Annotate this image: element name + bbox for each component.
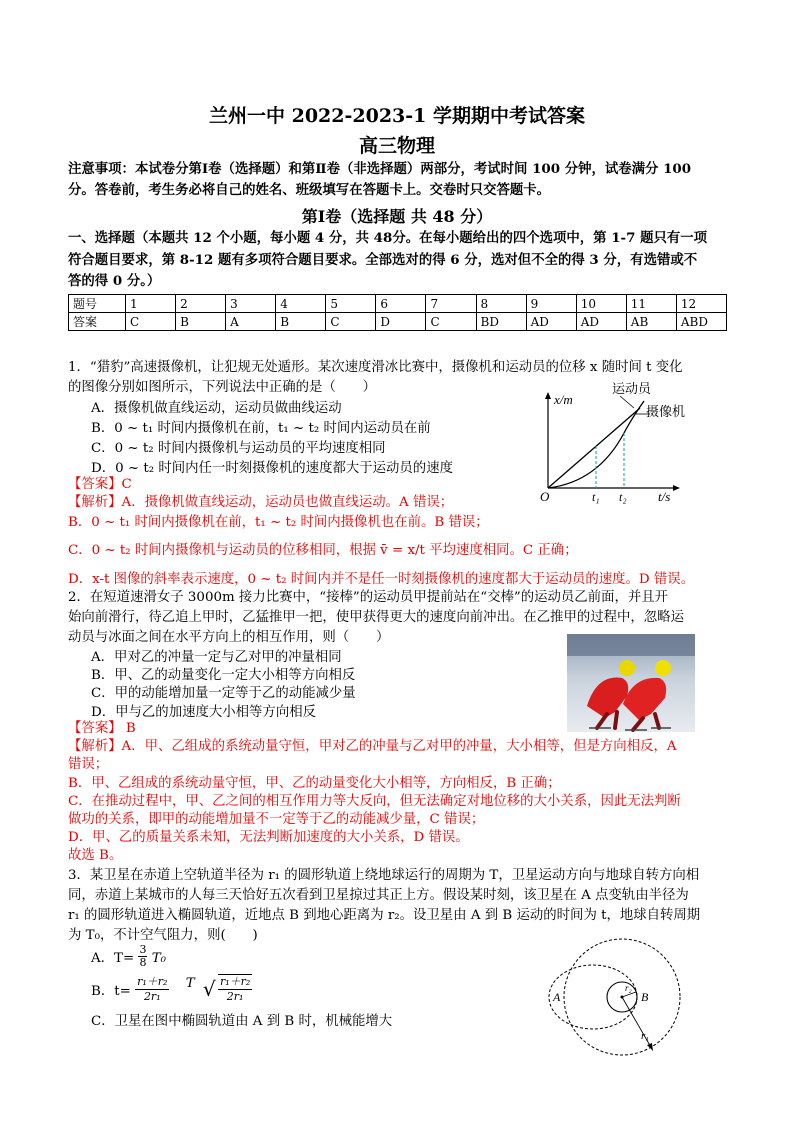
q1-analysis-line-2: B．0 ~ t₁ 时间内摄像机在前，t₁ ~ t₂ 时间内摄像机也在前。B 错误； — [68, 515, 489, 530]
q2-analysis-line-4: C．在推动过程中，甲、乙之间的相互作用力等大反向，但无法确定对地位移的大小关系，因此无法判断 — [68, 794, 681, 809]
q2-analysis-line-5: 做功的关系，即甲的动能增加量不一定等于乙的动能减少量，C 错误； — [68, 812, 485, 827]
answer-table-number-row — [69, 295, 727, 313]
table-cell: 12 — [676, 295, 726, 313]
r1-arrow — [647, 1043, 653, 1051]
table-cell: C — [426, 313, 476, 331]
q1-option-a: A．摄像机做直线运动，运动员做曲线运动 — [91, 401, 342, 416]
point-a-label: A — [553, 990, 561, 1004]
q3-option-b-period: T — [185, 976, 195, 991]
table-cell: BD — [476, 313, 526, 331]
table-cell: 9 — [526, 295, 576, 313]
skater-front-helmet — [655, 660, 671, 676]
table-cell: AB — [626, 313, 676, 331]
camera-line — [548, 408, 640, 488]
r1-label: r₁ — [641, 1030, 650, 1042]
origin-label: O — [540, 489, 550, 504]
q2-analysis-line-3: B．甲、乙组成的系统动量守恒，甲、乙的动量变化大小相等，方向相反，B 正确； — [68, 776, 561, 791]
q3-stem-line-3: r₁ 的圆形轨道进入椭圆轨道，近地点 B 到地心距离为 r₂。设卫星由 A 到 B 运动的时间为 t，地球自转周期 — [68, 908, 701, 923]
page-subtitle: 高三物理 — [358, 135, 435, 157]
table-cell: C — [126, 313, 176, 331]
table-cell: AD — [526, 313, 576, 331]
q1-stem-line-2: 的图像分别如图所示，下列说法中正确的是（ ） — [68, 380, 376, 395]
table-cell: ABD — [676, 313, 726, 331]
q3-orbit-diagram — [542, 935, 702, 1060]
y-axis-arrow — [545, 392, 551, 399]
table-cell: 10 — [576, 295, 626, 313]
page-title: 兰州一中 2022-2023-1 学期期中考试答案 — [209, 105, 585, 127]
q2-analysis-line-1: 【解析】A．甲、乙组成的系统动量守恒，甲对乙的冲量与乙对甲的冲量，大小相等，但是方向相反，A — [68, 739, 677, 754]
fraction-numerator: 3 — [139, 943, 147, 956]
skater-behind-helmet — [619, 660, 635, 676]
q1-analysis-line-1: 【解析】A．摄像机做直线运动，运动员也做直线运动。A 错误； — [68, 495, 454, 510]
q1-stem-line-1: 1．“猎豹”高速摄像机，让犯规无处遁形。某次速度滑冰比赛中，摄像机和运动员的位移 x 随时间 t 变化 — [68, 360, 683, 375]
q3-stem-line-1: 3．某卫星在赤道上空轨道半径为 r₁ 的圆形轨道上绕地球运行的周期为 T，卫星运动方向与地球自转方向相 — [68, 868, 700, 883]
q2-option-a: A．甲对乙的冲量一定与乙对甲的冲量相同 — [91, 650, 342, 665]
table-cell: B — [176, 313, 226, 331]
q2-analysis-line-6: D．甲、乙的质量关系未知，无法判断加速度的大小关系，D 错误。 — [68, 830, 469, 845]
rink-wall — [567, 634, 695, 656]
section-title: 第Ⅰ卷（选择题 共 48 分） — [301, 207, 493, 226]
q2-stem-line-3: 动员与冰面之间在水平方向上的相互作用，则（ ） — [68, 630, 390, 645]
q1-xt-graph — [540, 382, 690, 507]
table-cell: 3 — [226, 295, 276, 313]
q2-option-b: B．甲、乙的动量变化一定大小相等方向相反 — [91, 668, 356, 683]
table-cell: 6 — [376, 295, 426, 313]
q2-stem-line-1: 2．在短道速滑女子 3000m 接力比赛中，“接棒”的运动员甲提前站在“交棒”的运动员乙前面，并且开 — [68, 590, 669, 605]
table-cell: 11 — [626, 295, 676, 313]
q1-option-d: D．0 ~ t₂ 时间内任一时刻摄像机的速度都大于运动员的速度 — [91, 461, 453, 476]
q1-option-c: C．0 ~ t₂ 时间内摄像机与运动员的平均速度相同 — [91, 441, 386, 456]
q2-analysis-line-2: 错误； — [68, 757, 109, 772]
q3-option-a — [91, 944, 166, 969]
athlete-leader-line — [620, 396, 634, 408]
camera-label: 摄像机 — [646, 405, 686, 420]
athlete-label: 运动员 — [612, 382, 652, 397]
q3-option-b-prefix: B．t= — [91, 984, 131, 999]
sqrt-sign: √ — [202, 977, 216, 1001]
q3-option-c: C．卫星在图中椭圆轨道由 A 到 B 时，机械能增大 — [91, 1014, 393, 1029]
section-intro-line-3: 答的得 0 分。） — [68, 273, 161, 289]
q2-option-d: D．甲与乙的加速度大小相等方向相反 — [91, 705, 316, 720]
x-axis-arrow — [673, 485, 680, 491]
q1-answer: 【答案】C — [68, 477, 132, 492]
table-cell: B — [276, 313, 326, 331]
q3-stem-line-4: 为 T₀，不计空气阻力，则( ) — [68, 928, 258, 943]
q3-stem-line-2: 同，赤道上某城市的人每三天恰好五次看到卫星掠过其正上方。假设某时刻，该卫星在 A 点变轨由半径为 — [68, 888, 689, 903]
answer-table-answer-row — [69, 313, 727, 331]
x-axis-label: t/s — [658, 489, 671, 504]
q3-option-b — [91, 974, 252, 1004]
elliptical-orbit — [549, 965, 637, 1029]
notice-line-2: 分。答卷前，考生务必将自己的姓名、班级填写在答题卡上。交卷时只交答题卡。 — [68, 182, 551, 198]
q3-option-b-fraction-1 — [135, 975, 169, 1004]
q2-stem-line-2: 始向前滑行，待乙追上甲时，乙猛推甲一把，使甲获得更大的速度向前冲出。在乙推甲的过程中，忽略运 — [68, 610, 684, 625]
row-label-answer: 答案 — [69, 313, 126, 331]
answer-table — [68, 294, 727, 331]
r2-label: r₂ — [625, 983, 632, 993]
fraction-numerator: r₁＋r₂ — [137, 974, 168, 988]
table-cell: D — [376, 313, 426, 331]
fraction-denominator: 2r₁ — [226, 990, 244, 1003]
row-label-number: 题号 — [69, 295, 126, 313]
q1-option-b: B．0 ~ t₁ 时间内摄像机在前，t₁ ~ t₂ 时间内运动员在前 — [91, 421, 431, 436]
q2-option-c: C．甲的动能增加量一定等于乙的动能减少量 — [91, 686, 356, 701]
q3-option-b-fraction-2 — [218, 974, 252, 1004]
notice-line-1: 注意事项：本试卷分第Ⅰ卷（选择题）和第Ⅱ卷（非选择题）两部分，考试时间 100 分钟，试卷满分 100 — [68, 161, 692, 177]
table-cell: 4 — [276, 295, 326, 313]
q3-option-a-suffix: T₀ — [151, 950, 167, 966]
table-cell: 7 — [426, 295, 476, 313]
q2-answer: 【答案】 B — [68, 721, 136, 736]
point-b-label: B — [641, 990, 649, 1004]
fraction-denominator: 2r₁ — [143, 989, 161, 1003]
q2-analysis-line-7: 故选 B。 — [68, 848, 123, 863]
table-cell: 5 — [326, 295, 376, 313]
fraction-denominator: 8 — [139, 956, 147, 969]
table-cell: C — [326, 313, 376, 331]
fraction-numerator: r₁＋r₂ — [219, 975, 251, 988]
q3-option-a-prefix: A．T= — [91, 950, 135, 966]
q1-analysis-line-4: D．x-t 图像的斜率表示速度，0 ~ t₂ 时间内并不是任一时刻摄像机的速度都大于运动员的速度。D 错误。 — [68, 572, 695, 587]
q1-analysis-line-3: C．0 ~ t₂ 时间内摄像机与运动员的位移相同，根据 v̄ = x/t 平均速度相同。C 正确； — [68, 543, 578, 558]
q3-option-a-fraction — [138, 944, 147, 969]
t1-label: t₁ — [592, 490, 600, 504]
table-cell: AD — [576, 313, 626, 331]
section-intro-line-2: 符合题目要求，第 8-12 题有多项符合题目要求。全部选对的得 6 分，选对但不全的得 3 分，有选错或不 — [68, 252, 698, 268]
table-cell: 8 — [476, 295, 526, 313]
y-axis-label: x/m — [554, 392, 573, 407]
t2-label: t₂ — [619, 490, 627, 504]
table-cell: 2 — [176, 295, 226, 313]
table-cell: 1 — [126, 295, 176, 313]
table-cell: A — [226, 313, 276, 331]
skaters-photo — [567, 634, 695, 732]
section-intro-line-1: 一、选择题（本题共 12 个小题，每小题 4 分，共 48分。在每小题给出的四个选项中，第 1-7 题只有一项 — [68, 230, 708, 246]
